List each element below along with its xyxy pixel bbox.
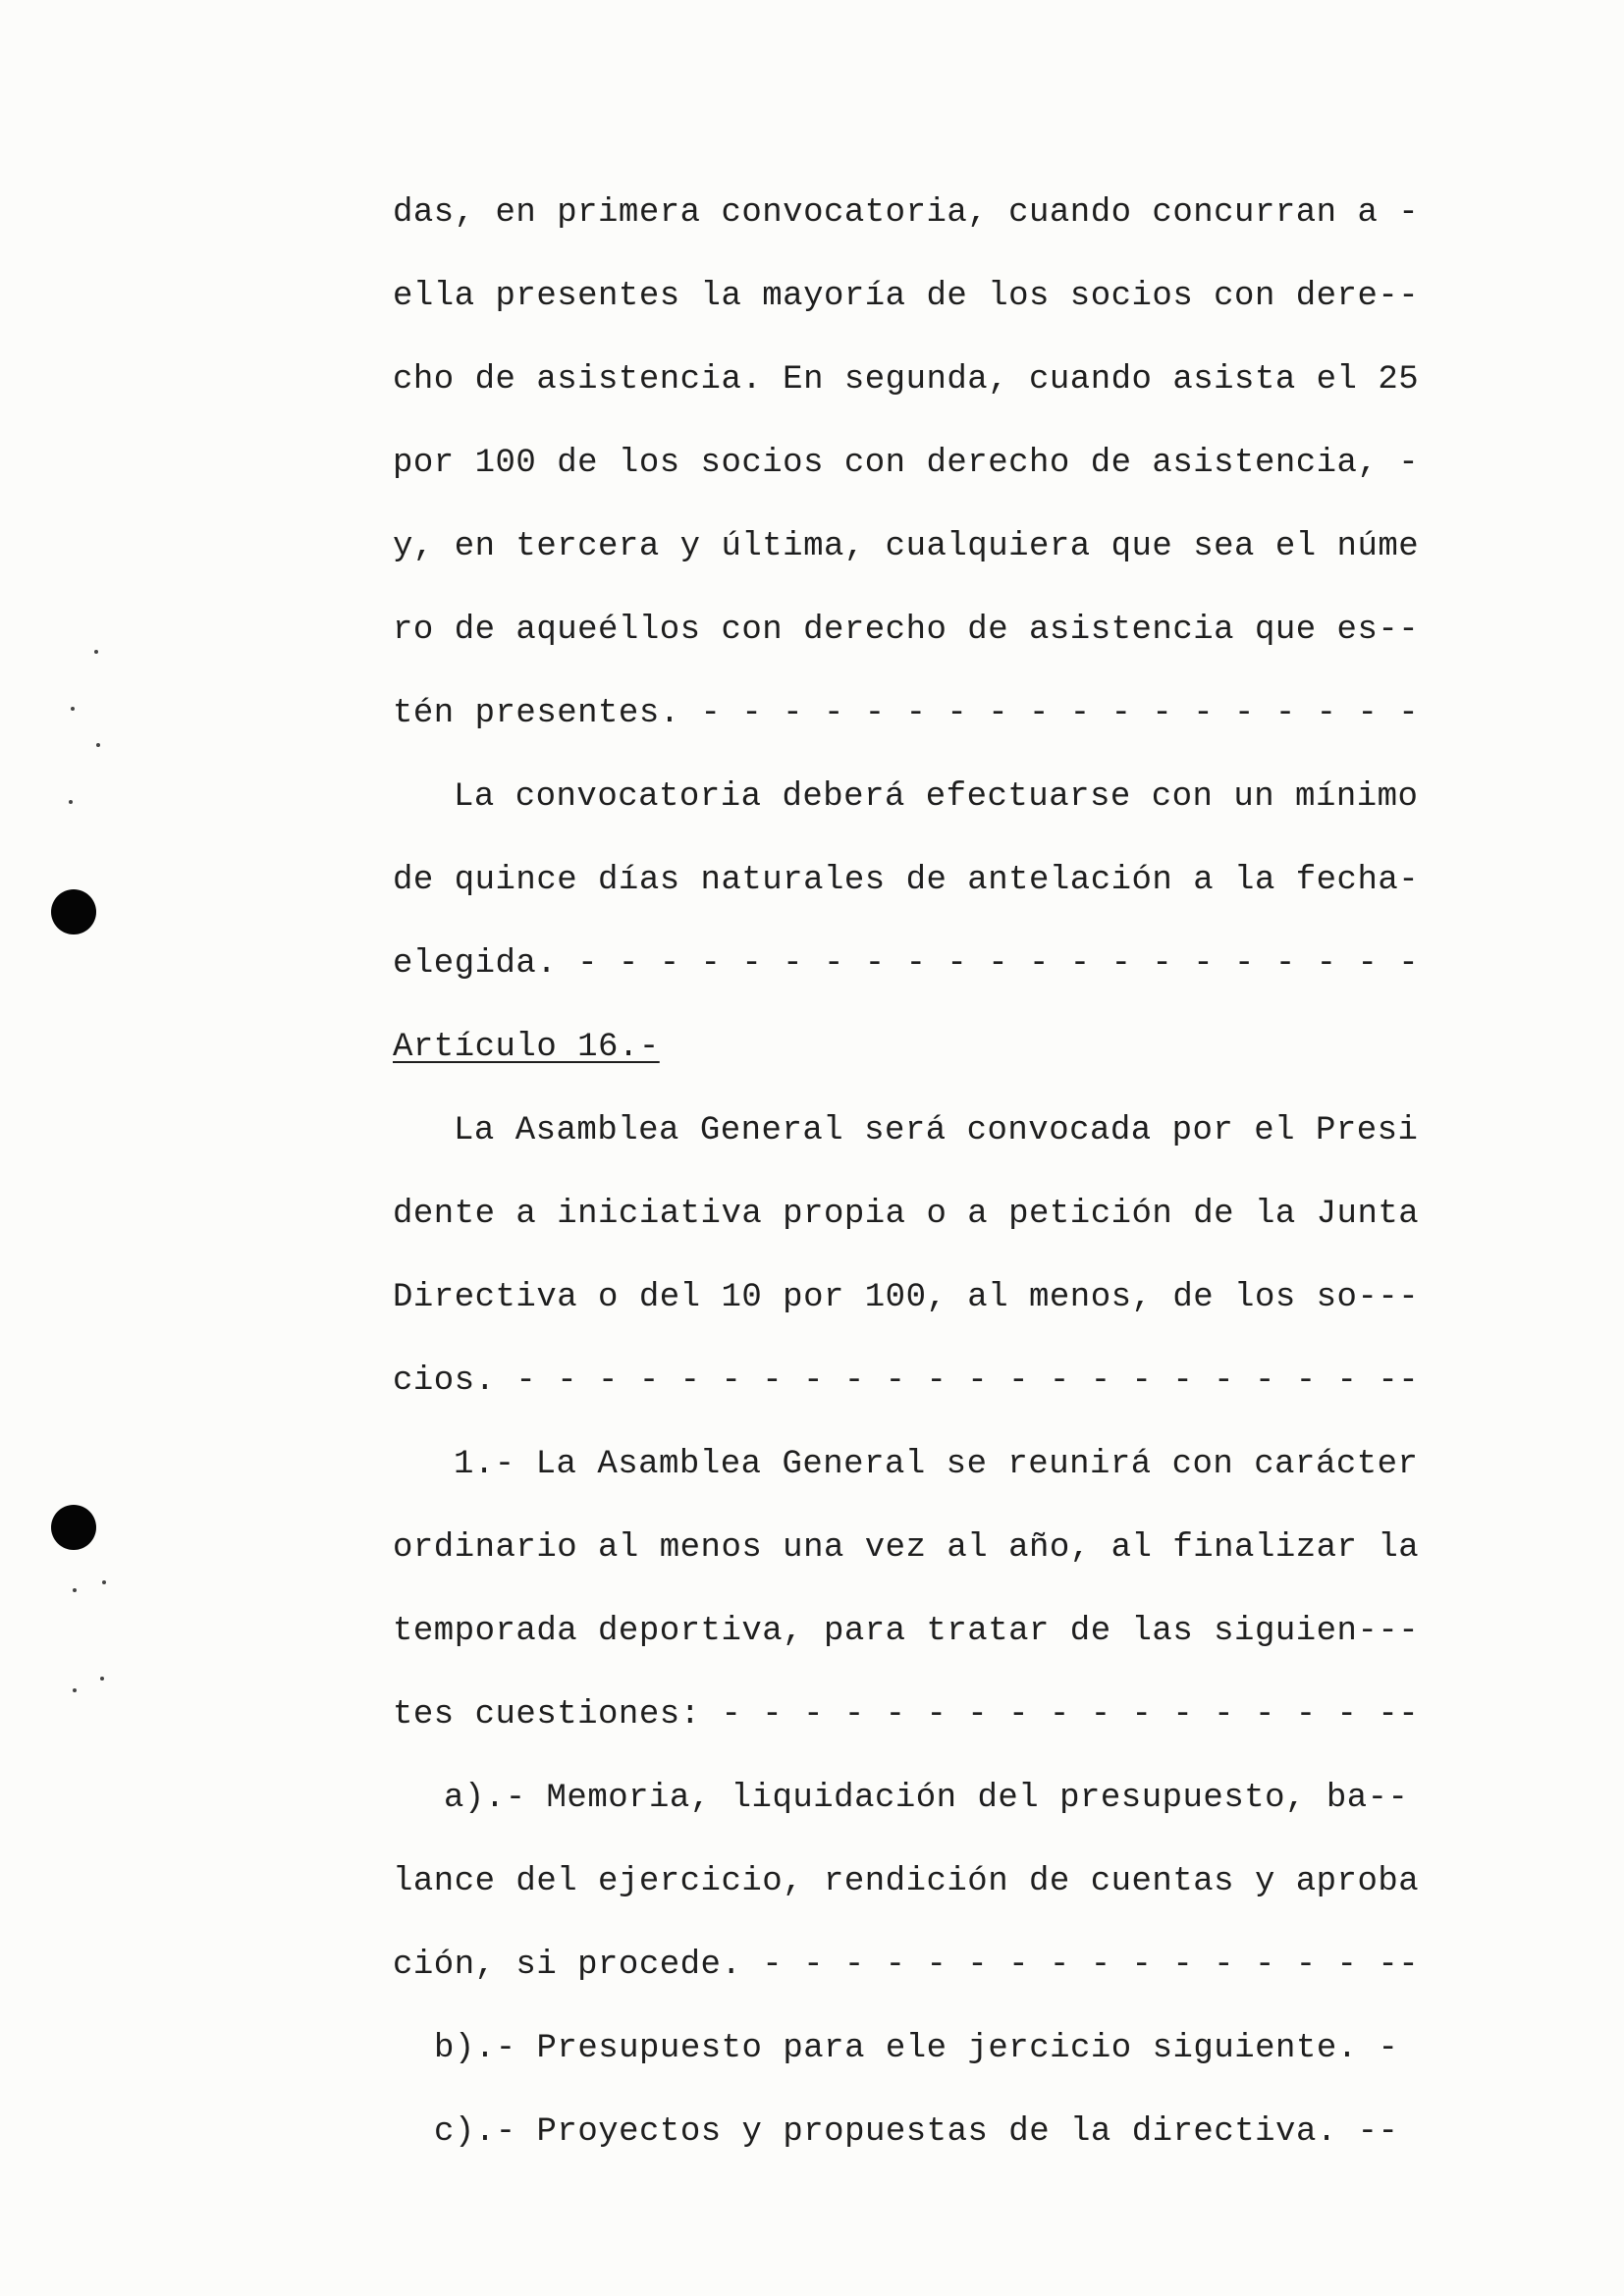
- punch-hole-bottom: [51, 1505, 96, 1550]
- text-line: temporada deportiva, para tratar de las siguien---: [393, 1613, 1420, 1650]
- scan-speck: [73, 1688, 77, 1692]
- text-line: das, en primera convocatoria, cuando concurran a -: [393, 194, 1420, 232]
- punch-hole-top: [51, 889, 96, 934]
- scan-speck: [71, 707, 75, 711]
- scan-speck: [73, 1588, 77, 1592]
- text-line: dente a iniciativa propia o a petición de la Junta: [393, 1196, 1420, 1233]
- scan-speck: [69, 800, 73, 804]
- text-line: de quince días naturales de antelación a la fecha-: [393, 862, 1420, 899]
- text-line: lance del ejercicio, rendición de cuentas y aproba: [393, 1863, 1420, 1900]
- text-line: y, en tercera y última, cualquiera que sea el núme: [393, 528, 1420, 565]
- scan-speck: [96, 743, 100, 747]
- text-line: ción, si procede. - - - - - - - - - - - - - - - --: [393, 1947, 1420, 1984]
- text-line: b).- Presupuesto para ele jercicio siguiente. -: [434, 2030, 1399, 2067]
- text-line: por 100 de los socios con derecho de asistencia, -: [393, 445, 1420, 482]
- scan-speck: [102, 1580, 106, 1584]
- text-line: ro de aqueéllos con derecho de asistencia que es--: [393, 612, 1420, 649]
- text-line: tén presentes. - - - - - - - - - - - - - - - - - -: [393, 695, 1420, 732]
- text-line: cios. - - - - - - - - - - - - - - - - - - - - - --: [393, 1362, 1420, 1400]
- text-line: a).- Memoria, liquidación del presupuesto, ba--: [444, 1780, 1409, 1817]
- text-line: ordinario al menos una vez al año, al finalizar la: [393, 1529, 1420, 1567]
- text-line: 1.- La Asamblea General se reunirá con carácter: [454, 1446, 1419, 1483]
- text-line: ella presentes la mayoría de los socios con dere--: [393, 278, 1420, 315]
- article-heading: Artículo 16.-: [393, 1029, 660, 1066]
- text-line: cho de asistencia. En segunda, cuando asista el 25: [393, 361, 1420, 399]
- text-line: Directiva o del 10 por 100, al menos, de los so---: [393, 1279, 1420, 1316]
- scan-speck: [94, 650, 98, 654]
- text-line: La convocatoria deberá efectuarse con un mínimo: [454, 778, 1419, 816]
- text-line: elegida. - - - - - - - - - - - - - - - - - - - - -: [393, 945, 1420, 983]
- text-line: c).- Proyectos y propuestas de la directiva. --: [434, 2113, 1399, 2151]
- text-line: La Asamblea General será convocada por el Presi: [454, 1112, 1419, 1149]
- scan-speck: [100, 1677, 104, 1681]
- text-line: tes cuestiones: - - - - - - - - - - - - - - - - --: [393, 1696, 1420, 1734]
